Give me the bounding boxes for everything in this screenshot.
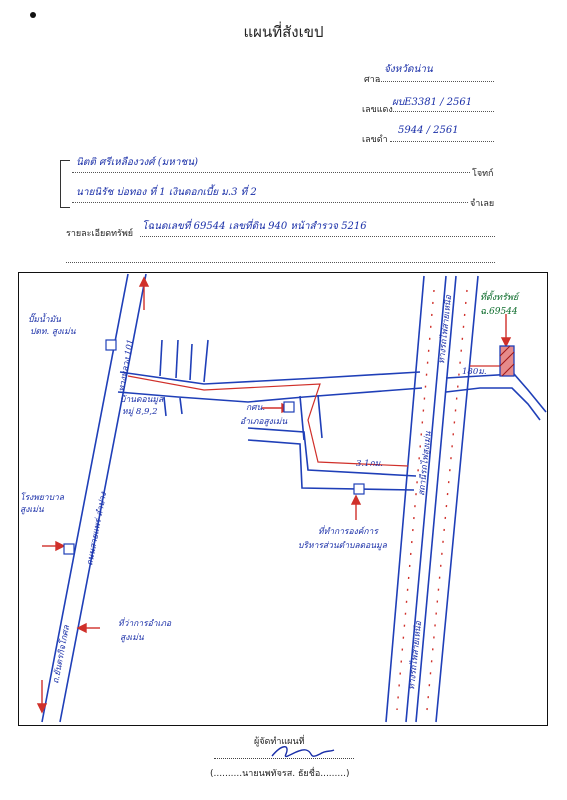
railway-top: ทางรถไฟสายเหนือ [437, 294, 455, 365]
road-sign-top: ทางหลวง 101 [117, 338, 137, 393]
railway-mid: สถานีรถไฟสูงเม่น [417, 431, 434, 497]
distance-180: 180ม. [462, 367, 487, 377]
signature-line [214, 758, 354, 759]
court-value: จังหวัดน่าน [384, 64, 433, 75]
school-marker [284, 402, 294, 412]
drawer-name: (..........นายนพทัจรส. ธัยชื่อ.........) [210, 769, 350, 779]
plaintiff-value: นิตติ ศรีเหลืองวงศ์ (มหาชน) [76, 157, 198, 168]
target-deed: ฉ.69544 [480, 307, 518, 317]
black-case-label: เลขดำ [362, 135, 388, 145]
red-case-label: เลขแดง [362, 105, 393, 115]
office-line1: ที่ทำการองค์การ [318, 527, 378, 537]
district-line2: สูงเม่น [120, 633, 144, 643]
main-road-label: ถนนสายแพร่-ลำปาง [85, 491, 110, 567]
office-marker [354, 484, 364, 494]
gas-station-line2: ปตท. สูงเม่น [30, 327, 76, 337]
target-label: ที่ตั้งทรัพย์ [480, 293, 519, 303]
page-title: แผนที่สังเขป [243, 23, 324, 41]
village-line1: บ้านดอนมูล [120, 395, 164, 405]
drawer-label: ผู้จัดทำแผนที่ [254, 737, 305, 747]
hospital-line2: สูงเม่น [20, 505, 44, 515]
red-case-value: ผบE3381 / 2561 [392, 97, 473, 108]
railway-bottom: ทางรถไฟสายเหนือ [407, 620, 425, 691]
gas-station-marker [106, 340, 116, 350]
defendant-label: จำเลย [470, 199, 495, 209]
road-to-office-north [248, 428, 416, 476]
distance-3km: 3.1กม. [356, 459, 383, 469]
property-label: รายละเอียดทรัพย์ [66, 229, 134, 239]
road-to-target-north [446, 374, 546, 412]
road-to-target-south [446, 388, 540, 420]
district-line1: ที่ว่าการอำเภอ [118, 619, 172, 629]
gas-station-line1: ปั๊มน้ำมัน [28, 315, 61, 325]
side-road-north [120, 372, 420, 384]
black-case-value: 5944 / 2561 [398, 125, 459, 136]
village-line2: หมู่ 8,9,2 [122, 407, 158, 417]
court-label: ศาล [364, 75, 381, 85]
school-line2: อำเภอสูงเม่น [240, 417, 288, 427]
office-line2: บริหารส่วนตำบลดอนมูล [298, 541, 387, 551]
property-value: โฉนดเลขที่ 69544 เลขที่ดิน 940 หน้าสำรวจ 5216 [142, 221, 367, 232]
hospital-line1: โรงพยาบาล [20, 493, 65, 503]
road-sign-bottom: ถ.ยันตรกิจโกศล [51, 624, 73, 685]
school-line1: กศน. [246, 403, 266, 413]
signature [268, 738, 338, 764]
plaintiff-label: โจทก์ [472, 169, 494, 179]
hospital-marker [64, 544, 74, 554]
defendant-value: นายนิรัช บ่อทอง ที่ 1 เงินดอกเบี้ย ม.3 ที่ 2 [76, 187, 257, 198]
